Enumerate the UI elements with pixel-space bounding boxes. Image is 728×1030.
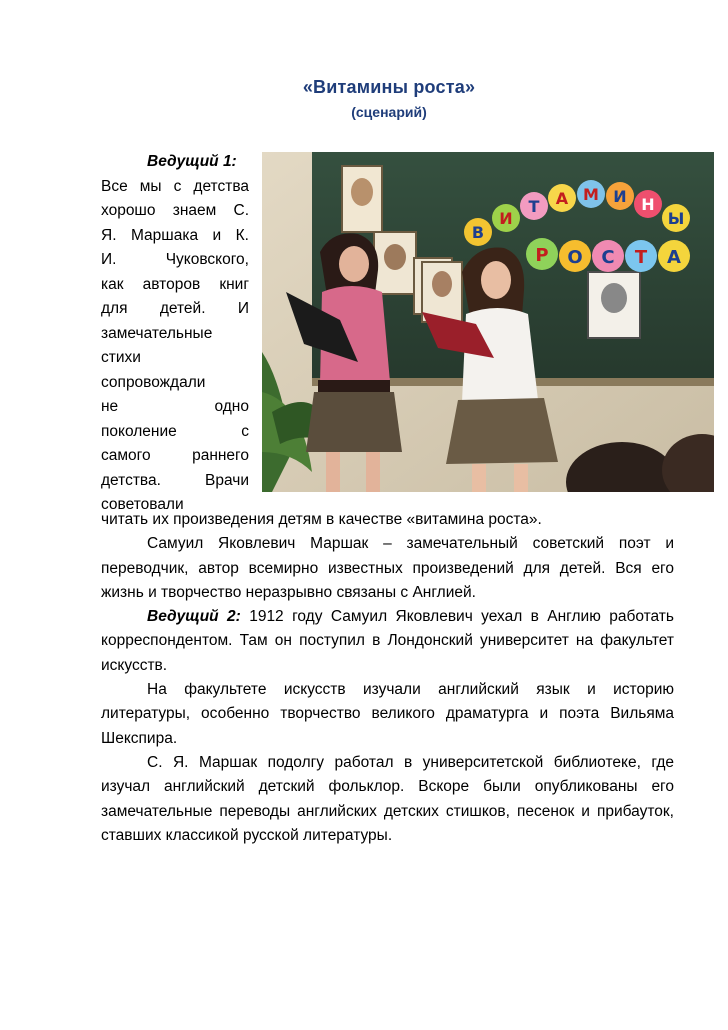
scenario-text xyxy=(101,508,674,848)
speaker-2-label: Ведущий 2: xyxy=(147,608,241,626)
portrait-face xyxy=(351,178,373,206)
intro-line: советовали xyxy=(101,496,184,513)
stage-photo-illustration xyxy=(262,152,714,492)
banner-letter: Ы xyxy=(667,209,685,228)
banner-letter: В xyxy=(471,223,485,242)
banner-letter: Р xyxy=(535,245,549,266)
intro-line: не одно xyxy=(101,398,249,415)
intro-line: как авторов книг xyxy=(101,275,249,293)
banner-letter: И xyxy=(499,209,513,228)
paragraph: На факультете искусств изучали английский язык и историю литературы, особенно творчество великого драматурга и поэта Вильяма Шекспира. xyxy=(101,681,674,747)
stage-photo xyxy=(262,152,714,492)
paragraph: С. Я. Маршак подолгу работал в университетской библиотеке, где изучал английский детский фольклор. Вскоре были опубликованы его замечательные переводы английских детских стишков, песенок и прибауток, ставших классикой русской литературы. xyxy=(101,753,674,844)
portrait-face xyxy=(432,271,452,297)
speaker-1-label: Ведущий 1: xyxy=(147,153,237,170)
intro-line: для детей. И xyxy=(101,300,249,317)
intro-line: хорошо знаем С. xyxy=(101,202,249,219)
banner-letter: Н xyxy=(641,195,655,214)
banner-letter: И xyxy=(613,187,627,206)
intro-line: Я. Маршака и К. xyxy=(101,226,249,244)
intro-line: поколение с xyxy=(101,422,249,440)
banner-letter: С xyxy=(601,247,615,268)
intro-line: сопровождали xyxy=(101,373,206,391)
banner-letter: А xyxy=(555,189,569,208)
banner-letter: О xyxy=(567,247,583,268)
portrait-face xyxy=(601,283,627,313)
page-subtitle: (сценарий) xyxy=(351,104,427,120)
intro-line: стихи xyxy=(101,349,141,366)
portrait-face xyxy=(384,244,406,270)
paragraph-speaker-2 xyxy=(101,605,674,678)
intro-line: замечательные xyxy=(101,324,213,342)
banner-letter: Т xyxy=(634,247,648,268)
intro-line: детства. Врачи xyxy=(101,471,249,489)
intro-column xyxy=(101,150,249,518)
banner-letter: М xyxy=(583,185,599,204)
paragraph: Самуил Яковлевич Маршак – замечательный советский поэт и переводчик, автор всемирно известных произведений для детей. Вся его жизнь и творчество неразрывно связаны с Англией. xyxy=(101,535,674,601)
intro-line: Все мы с детства xyxy=(101,177,249,195)
paragraph-continuation: читать их произведения детям в качестве «витамина роста». xyxy=(101,511,542,528)
intro-line: самого раннего xyxy=(101,447,249,464)
page-title: «Витамины роста» xyxy=(302,77,476,97)
banner-letter: Т xyxy=(528,197,540,216)
paragraph-text: 1912 году Самуил Яковлевич уехал в Англию работать корреспондентом. Там он поступил в Лондонский университет на факультет искусств. xyxy=(101,608,674,674)
intro-line: И. Чуковского, xyxy=(101,251,249,268)
banner-rosta xyxy=(526,238,690,272)
banner-letter: А xyxy=(667,247,681,268)
